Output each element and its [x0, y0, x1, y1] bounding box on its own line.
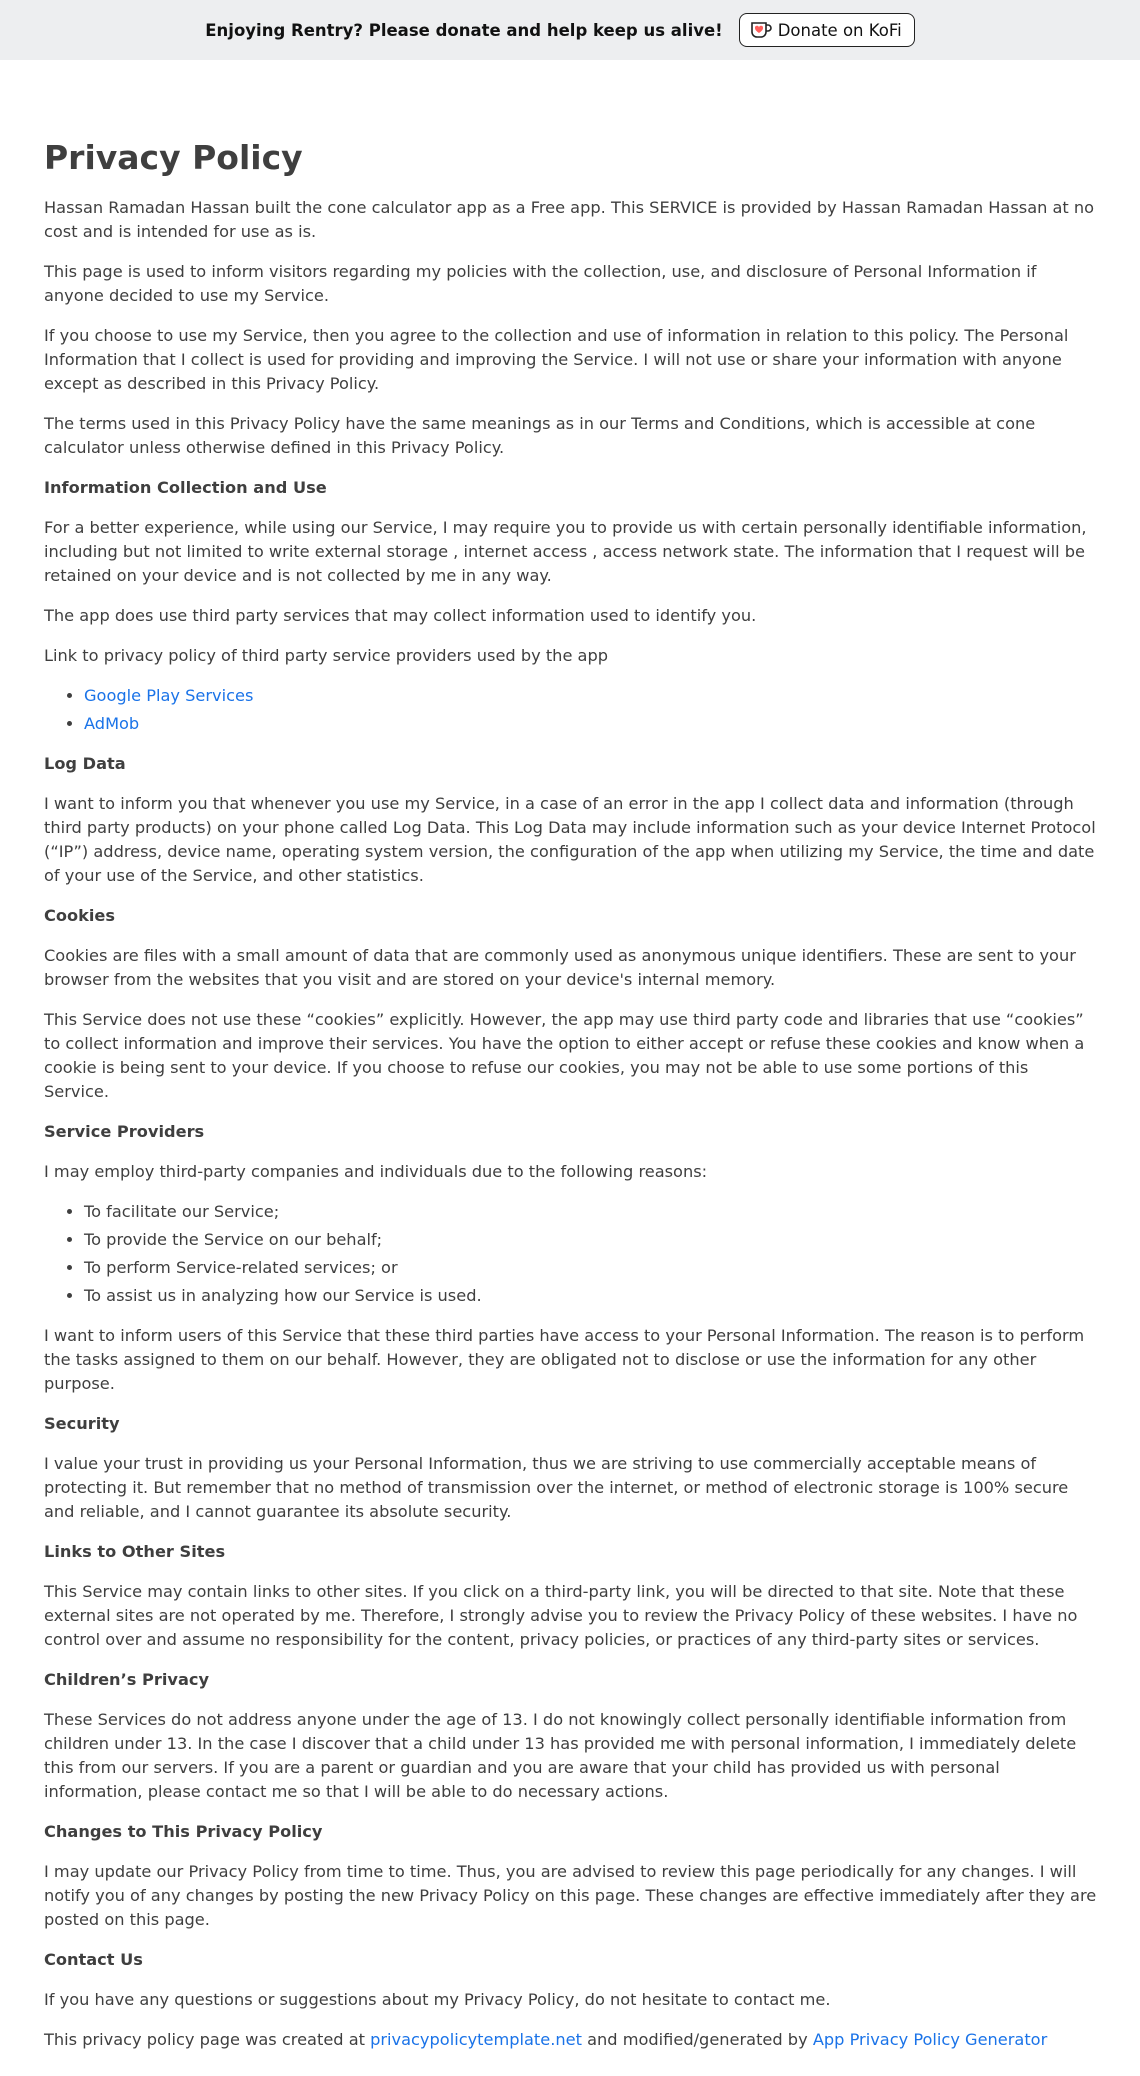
intro-paragraph-2: This page is used to inform visitors regarding my policies with the collection, use, and disclosure of Personal Information if anyone decided to use my Service.: [44, 261, 1037, 305]
third-party-links-list: [44, 684, 1098, 736]
banner-text: Enjoying Rentry? Please donate and help keep us alive!: [205, 20, 723, 40]
credit-middle: and modified/generated by: [581, 2029, 813, 2049]
info-collection-paragraph-3: Link to privacy policy of third party service providers used by the app: [44, 645, 609, 665]
intro-paragraph-4: The terms used in this Privacy Policy have the same meanings as in our Terms and Conditions, which is accessible at cone calculator unless otherwise defined in this Privacy Policy.: [44, 413, 1036, 457]
heading-cookies: Cookies: [44, 905, 116, 925]
donation-banner: [0, 0, 1140, 60]
list-item: [84, 712, 1098, 736]
list-item: • To provide the Service on our behalf;: [84, 1228, 1098, 1252]
credit-prefix: This privacy policy page was created at: [44, 2029, 371, 2049]
admob-link[interactable]: AdMob: [84, 713, 140, 733]
intro-paragraph-1: Hassan Ramadan Hassan built the cone calculator app as a Free app. This SERVICE is provided by Hassan Ramadan Hassan at no cost and is intended for use as is.: [44, 197, 1095, 241]
app-privacy-policy-generator-link[interactable]: App Privacy Policy Generator: [812, 2029, 1048, 2049]
service-providers-paragraph-1: I may employ third-party companies and individuals due to the following reasons:: [44, 1161, 708, 1181]
heading-links-other-sites: Links to Other Sites: [44, 1541, 226, 1561]
heading-contact: Contact Us: [44, 1949, 143, 1969]
credit-paragraph: [44, 2028, 1098, 2052]
kofi-cup-icon: [750, 20, 772, 40]
links-other-sites-paragraph: This Service may contain links to other sites. If you click on a third-party link, you will be directed to that site. Note that these external sites are not operated by me. Therefore, I strongly advise you to review the Privacy Policy of these websites. I have no control over and assume no responsibility for the content, privacy policies, or practices of any third-party sites or services.: [44, 1581, 1078, 1649]
google-play-services-link[interactable]: Google Play Services: [84, 685, 254, 705]
cookies-paragraph-2: This Service does not use these “cookies” explicitly. However, the app may use third party code and libraries that use “cookies” to collect information and improve their services. You have the option to either accept or refuse these cookies and know when a cookie is being sent to your device. If you choose to refuse our cookies, you may not be able to use some portions of this Service.: [44, 1009, 1085, 1101]
list-item: • To perform Service-related services; or: [84, 1256, 1098, 1280]
cookies-paragraph-1: Cookies are files with a small amount of data that are commonly used as anonymous unique identifiers. These are sent to your browser from the websites that you visit and are stored on your device's internal memory.: [44, 945, 1076, 989]
list-item: [84, 684, 1098, 708]
heading-info-collection: Information Collection and Use: [44, 477, 327, 497]
changes-paragraph: I may update our Privacy Policy from time to time. Thus, you are advised to review this page periodically for any changes. I will notify you of any changes by posting the new Privacy Policy on this page. These changes are effective immediately after they are posted on this page.: [44, 1861, 1097, 1929]
heading-log-data: Log Data: [44, 753, 126, 773]
donate-kofi-button[interactable]: [739, 13, 915, 47]
donate-button-label: Donate on KoFi: [777, 20, 902, 40]
heading-changes: Changes to This Privacy Policy: [44, 1821, 323, 1841]
intro-paragraph-3: If you choose to use my Service, then you agree to the collection and use of information in relation to this policy. The Personal Information that I collect is used for providing and improving the Service. I will not use or share your information with anyone except as described in this Privacy Policy.: [44, 325, 1069, 393]
log-data-paragraph: I want to inform you that whenever you use my Service, in a case of an error in the app I collect data and information (through third party products) on your phone called Log Data. This Log Data may include information such as your device Internet Protocol (“IP”) address, device name, operating system version, the configuration of the app when utilizing my Service, the time and date of your use of the Service, and other statistics.: [44, 793, 1096, 885]
heading-service-providers: Service Providers: [44, 1121, 205, 1141]
main-content: [44, 128, 1098, 2068]
heading-security: Security: [44, 1413, 120, 1433]
security-paragraph: I value your trust in providing us your Personal Information, thus we are striving to use commercially acceptable means of protecting it. But remember that no method of transmission over the internet, or method of electronic storage is 100% secure and reliable, and I cannot guarantee its absolute security.: [44, 1453, 1069, 1521]
page-title: Privacy Policy: [44, 138, 303, 177]
info-collection-paragraph-1: For a better experience, while using our Service, I may require you to provide us with certain personally identifiable information, including but not limited to write external storage , internet access , access network state. The information that I request will be retained on your device and is not collected by me in any way.: [44, 517, 1087, 585]
service-providers-paragraph-2: I want to inform users of this Service that these third parties have access to your Personal Information. The reason is to perform the tasks assigned to them on our behalf. However, they are obligated not to disclose or use the information for any other purpose.: [44, 1325, 1085, 1393]
privacypolicytemplate-link[interactable]: privacypolicytemplate.net: [370, 2029, 582, 2049]
list-item: • To assist us in analyzing how our Service is used.: [84, 1284, 1098, 1308]
service-reasons-list: [44, 1200, 1098, 1308]
contact-paragraph: If you have any questions or suggestions about my Privacy Policy, do not hesitate to contact me.: [44, 1989, 831, 2009]
heading-childrens-privacy: Children’s Privacy: [44, 1669, 210, 1689]
childrens-privacy-paragraph: These Services do not address anyone under the age of 13. I do not knowingly collect personally identifiable information from children under 13. In the case I discover that a child under 13 has provided me with personal information, I immediately delete this from our servers. If you are a parent or guardian and you are aware that your child has provided us with personal information, please contact me so that I will be able to do necessary actions.: [44, 1709, 1077, 1801]
list-item: • To facilitate our Service;: [84, 1200, 1098, 1224]
info-collection-paragraph-2: The app does use third party services that may collect information used to identify you.: [44, 605, 757, 625]
